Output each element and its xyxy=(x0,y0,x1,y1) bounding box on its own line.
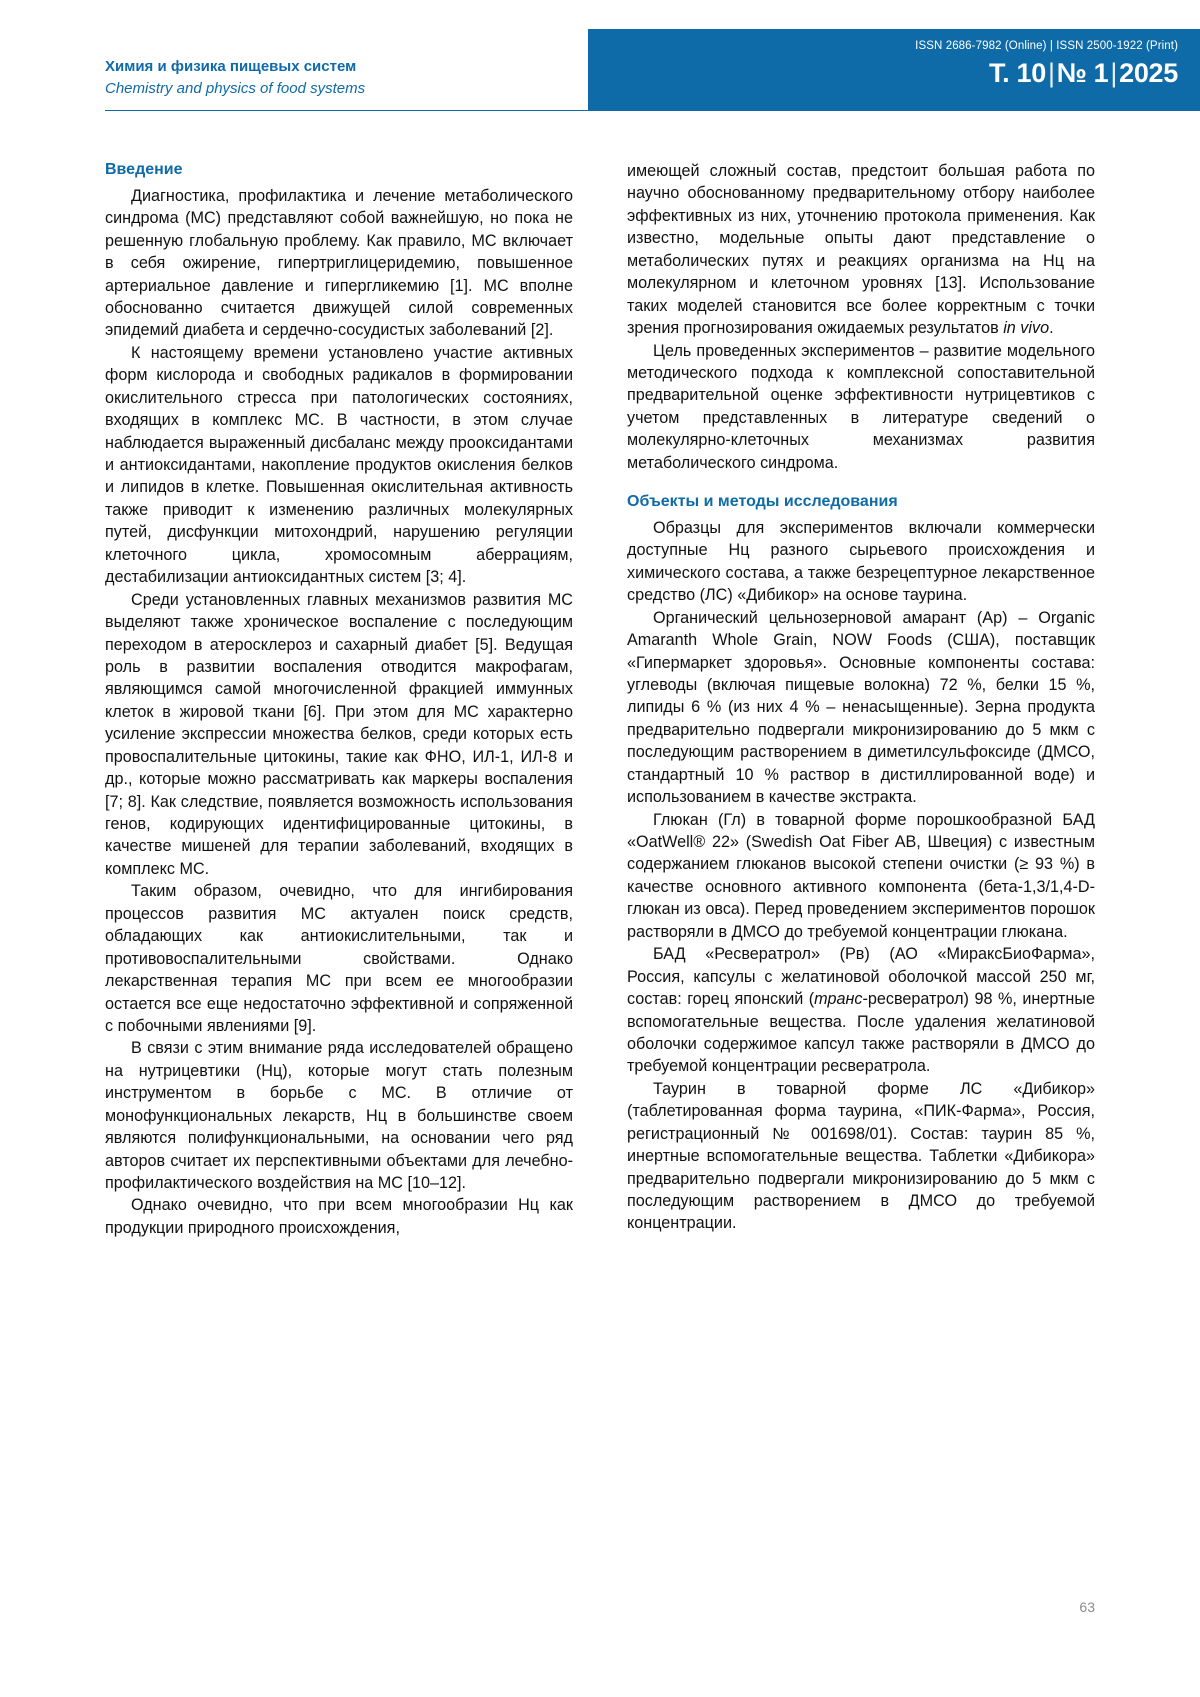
journal-subtitle-line1: FOOD xyxy=(806,81,833,91)
separator-2: | xyxy=(1110,58,1118,88)
paragraph-continued xyxy=(627,160,1095,340)
paragraph: Глюкан (Гл) в товарной форме порошкообразной БАД «OatWell® 22» (Swedish Oat Fiber AB, Швеция) с известным содержанием глюканов высокой степени очистки (≥ 93 %) в качестве основного активного компонента (бета-1,3/1,4-D-глюкан из овса). Перед проведением экспериментов порошок растворяли в ДМСО до требуемой концентрации глюкана. xyxy=(627,810,1095,941)
paragraph-continued-text: имеющей сложный состав, предстоит большая работа по научно обоснованному предварительному отбору наиболее эффективных из них, уточнению протокола применения. Как известно, модельные опыты дают представление о метаболических путях и реакциях организма на Нц на молекулярном и клеточном уровнях [13]. Использование таких моделей становится все более корректным с точки зрения прогнозирования ожидаемых результатов xyxy=(627,162,1095,338)
column-left xyxy=(105,160,573,1239)
page-header xyxy=(0,0,1200,126)
paragraph: К настоящему времени установлено участие активных форм кислорода и свободных радикалов в формировании окислительного стресса при патологических состояниях, входящих в комплекс МС. В частности, в этом случае наблюдается выраженный дисбаланс между прооксидантами и антиоксидантами, накопление продуктов окисления белков и липидов в клетке. Повышенная окислительная активность также приводит к изменению различных молекулярных путей, дисфункции митохондрий, нарушению регуляции клеточного цикла, хромосомным аберрациям, дестабилизации антиоксидантных систем [3; 4]. xyxy=(105,343,573,587)
paragraph: Органический цельнозерновой амарант (Ар) – Organic Amaranth Whole Grain, NOW Foods (США), поставщик «Гипермаркет здоровья». Основные компоненты состава: углеводы (включая пищевые волокна) 72 %, белки 15 %, липиды 6 % (из них 4 % – ненасыщенные). Зерна продукта предварительно подвергали микронизированию до 5 мкм с последующим растворением в диметилсульфоксиде (ДМСО, стандартный 10 % раствор в дистиллированной воде) и использованием в качестве экстракта. xyxy=(627,608,1095,807)
article-body xyxy=(105,160,1095,1560)
paragraph-resveratrol-post: -ресвератрол) 98 %, инертные вспомогательные вещества. После удаления желатиновой оболочки содержимое капсул также растворяли в ДМСО до требуемой концентрации ресвератрола. xyxy=(627,990,1095,1076)
paragraph: Среди установленных главных механизмов развития МС выделяют также хроническое воспаление с последующим переходом в атеросклероз и сахарный диабет [5]. Ведущая роль в развитии воспаления отводится макрофагам, являющимся самой многочисленной фракцией иммунных клеток в жировой ткани [6]. При этом для МС характерно усиление экспрессии множества белков, среди которых есть провоспалительные цитокины, такие как ФНО, ИЛ-1, ИЛ-8 и др., которые можно рассматривать как маркеры воспаления [7; 8]. Как следствие, появляется возможность использования генов, кодирующих идентифицированные цитокины, в качестве мишеней для терапии заболеваний, входящих в комплекс МС. xyxy=(105,590,573,878)
journal-title xyxy=(818,48,1000,110)
paragraph-taurine: Таурин в товарной форме ЛС «Дибикор» (таблетированная форма таурина, «ПИК-Фарма», Россия, регистрационный № 001698/01). Состав: таурин 85 %, инертные вспомогательные вещества. Таблетки «Дибикора» предварительно подвергали микронизированию до 5 мкм с последующим растворением в ДМСО до требуемой концентрации. xyxy=(627,1079,1095,1233)
header-divider-line xyxy=(105,110,592,111)
volume-label: Т. 10 xyxy=(988,58,1046,88)
journal-title-line2: ПИТАНИЯ xyxy=(856,78,1000,112)
journal-subtitle xyxy=(786,82,840,101)
year-label: 2025 xyxy=(1119,58,1178,88)
separator-1: | xyxy=(1047,58,1055,88)
paragraph: Таким образом, очевидно, что для ингибирования процессов развития МС актуален поиск средств, обладающих как антиокислительными, так и противовоспалительными свойствами. Однако лекарственная терапия МС при всем ее многообразии остается все еще недостаточно эффективной и сопряженной с побочными явлениями [9]. xyxy=(105,882,573,1035)
journal-title-line1: ИНДУСТРИЯ xyxy=(817,47,1000,80)
rubric-ru: Химия и физика пищевых систем xyxy=(105,58,357,75)
issue-label: № 1 xyxy=(1056,58,1109,88)
paragraph-continued-tail: . xyxy=(1049,319,1054,338)
section-heading-methods: Объекты и методы исследования xyxy=(627,493,898,511)
paragraph-resveratrol xyxy=(627,943,1095,1078)
paragraph-resveratrol-pre: БАД «Ресвератрол» (Рв) (АО «МираксБиоФарма», Россия, капсулы с желатиновой оболочкой массой 250 мг, состав: горец японский ( xyxy=(627,945,1095,1009)
rubric-block xyxy=(105,56,365,100)
paragraph: Образцы для экспериментов включали коммерчески доступные Нц разного сырьевого происхождения и химического состава, а также безрецептурное лекарственное средство (ЛС) «Дибикор» на основе таурина. xyxy=(627,518,1095,605)
page-number: 63 xyxy=(1079,1599,1095,1615)
column-right xyxy=(627,160,1095,1235)
paragraph: В связи с этим внимание ряда исследователей обращено на нутрицевтики (Нц), которые могут стать полезным инструментом в борьбе с МС. В отличие от монофункциональных лекарств, Нц в большинстве своем являются полифункциональными, на основании чего ряд авторов считает их перспективными объектами для лечебно-профилактического воздействия на МС [10–12]. xyxy=(105,1039,573,1193)
paragraph: Однако очевидно, что при всем многообразии Нц как продукции природного происхождения, xyxy=(105,1196,573,1237)
paragraph: Диагностика, профилактика и лечение метаболического синдрома (МС) представляют собой важнейшую, но пока не решенную глобальную проблему. Как правило, МС включает в себя ожирение, гипертриглицеридемию, повышенное артериальное давление и гипергликемию [1]. МС вполне обоснованно считается движущей силой современных эпидемий диабета и сердечно-сосудистых заболеваний [2]. xyxy=(105,186,573,340)
paragraph-goal: Цель проведенных экспериментов – развитие модельного методического подхода к комплексной сопоставительной предварительной оценке эффективности нутрицевтиков с учетом представленных в литературе сведений о молекулярно-клеточных механизмах развития метаболического синдрома. xyxy=(627,341,1095,472)
section-heading-introduction: Введение xyxy=(105,161,183,178)
issue-identifier xyxy=(989,58,1178,89)
issn-line: ISSN 2686-7982 (Online) | ISSN 2500-1922 (Print) xyxy=(915,40,1178,52)
rubric-en: Chemistry and physics of food systems xyxy=(105,79,366,97)
journal-subtitle-line2: INDUSTRY xyxy=(785,90,833,101)
latin-phrase-in-vivo: in vivo xyxy=(1003,319,1050,338)
italic-trans: транс xyxy=(814,990,863,1009)
